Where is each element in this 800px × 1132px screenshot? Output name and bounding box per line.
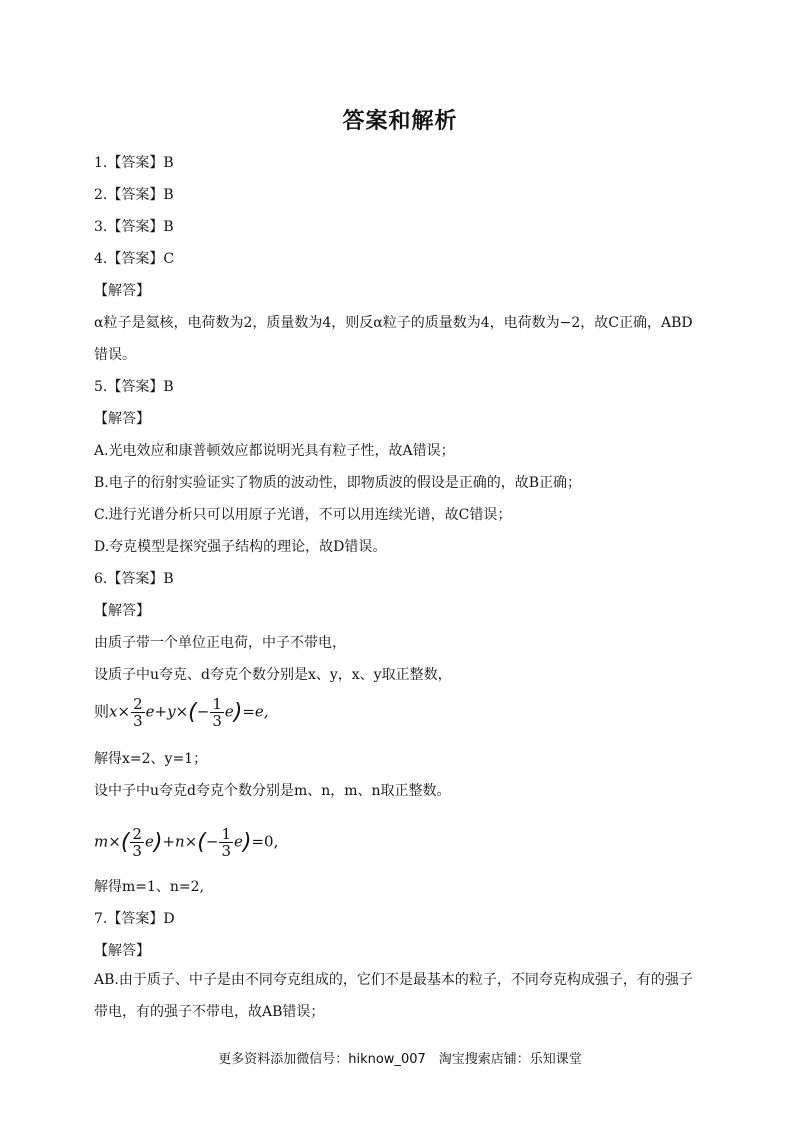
- var-e: e: [224, 702, 234, 721]
- answer-6: 6.【答案】B: [94, 571, 174, 587]
- var-y: y: [167, 702, 176, 721]
- var-x: x: [109, 702, 118, 721]
- explanation-label: 【解答】: [94, 943, 150, 959]
- var-e: e: [233, 832, 243, 851]
- var-e: e: [145, 702, 155, 721]
- equation-tail: =e,: [242, 702, 269, 721]
- fraction-two-thirds: $\frac{2}{3}$: [133, 695, 143, 730]
- var-m: m: [94, 832, 109, 851]
- q5-option-c: C.进行光谱分析只可以用原子光谱，不可以用连续光谱，故C错误；: [94, 507, 512, 523]
- var-n: n: [175, 832, 185, 851]
- q4-explanation-line1: α粒子是氦核，电荷数为2，质量数为4，则反α粒子的质量数为4，电荷数为−2，故C正确，ABD: [94, 315, 693, 331]
- plus-sign: +: [162, 832, 176, 851]
- fraction-one-third: $\frac{1}{3}$: [212, 695, 222, 730]
- q6-line2: 设质子中u夸克、d夸克个数分别是x、y，x、y取正整数，: [94, 667, 452, 683]
- q5-option-b: B.电子的衍射实验证实了物质的波动性，即物质波的假设是正确的，故B正确；: [94, 475, 582, 491]
- page-footer: 更多资料添加微信号：hiknow_007 淘宝搜索店铺：乐知课堂: [218, 1052, 582, 1067]
- answer-7: 7.【答案】D: [94, 911, 175, 927]
- equation-prefix: 则: [94, 702, 110, 721]
- explanation-label: 【解答】: [94, 603, 150, 619]
- times-sign: ×: [108, 832, 121, 851]
- q6-equation-1: 则x× $\frac{2}{3}$ e+y×(− $\frac{1}{3}$ e)=e,: [94, 695, 269, 730]
- times-sign: ×: [175, 702, 189, 721]
- answer-1: 1.【答案】B: [94, 155, 174, 171]
- fraction-one-third: $\frac{1}{3}$: [221, 825, 231, 860]
- q5-option-d: D.夸克模型是探究强子结构的理论，故D错误。: [94, 539, 387, 555]
- answer-3: 3.【答案】B: [94, 219, 174, 235]
- q6-solution-1: 解得x=2、y=1；: [94, 751, 208, 767]
- page-title: 答案和解析: [342, 109, 458, 134]
- var-e: e: [144, 832, 154, 851]
- q4-explanation-line2: 错误。: [94, 347, 136, 363]
- answer-5: 5.【答案】B: [94, 379, 174, 395]
- equation-tail: =0,: [251, 832, 279, 851]
- times-sign: ×: [117, 702, 131, 721]
- minus-sign: −: [196, 702, 210, 721]
- q6-equation-2: m×( $\frac{2}{3}$ e)+n×(− $\frac{1}{3}$ e)=0,: [94, 825, 279, 860]
- answer-2: 2.【答案】B: [94, 187, 174, 203]
- plus-sign: +: [154, 702, 168, 721]
- q6-line4: 设中子中u夸克d夸克个数分别是m、n，m、n取正整数。: [94, 783, 451, 799]
- q6-solution-2: 解得m=1、n=2,: [94, 879, 205, 895]
- q7-explanation: AB.由于质子、中子是由不同夸克组成的，它们不是最基本的粒子，不同夸克构成强子，有的强子带电，有的强子不带电，故AB错误；: [94, 972, 693, 1020]
- times-sign: ×: [184, 832, 198, 851]
- explanation-label: 【解答】: [94, 411, 150, 427]
- explanation-label: 【解答】: [94, 283, 150, 299]
- answer-4: 4.【答案】C: [94, 251, 175, 267]
- q6-line1: 由质子带一个单位正电荷，中子不带电，: [94, 635, 346, 651]
- minus-sign: −: [205, 832, 219, 851]
- fraction-two-thirds: $\frac{2}{3}$: [132, 825, 142, 860]
- q5-option-a: A.光电效应和康普顿效应都说明光具有粒子性，故A错误；: [94, 443, 455, 459]
